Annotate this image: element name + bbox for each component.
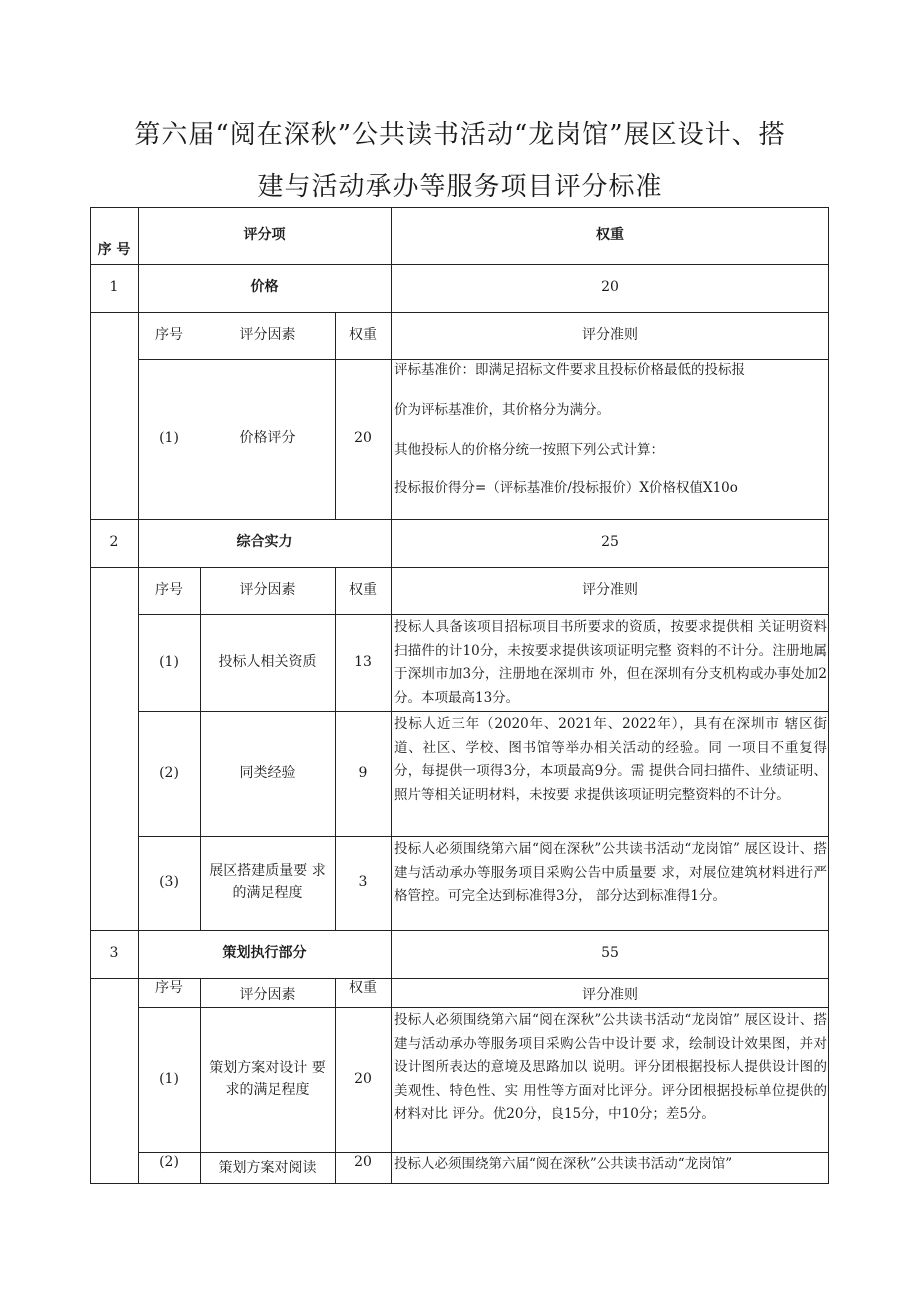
section-2-no: 2 xyxy=(109,534,119,551)
s3-row1-factor: 策划方案对设计 要求的满足程度 xyxy=(209,1059,326,1098)
sub-header-rule: 评分准则 xyxy=(582,581,638,598)
section-3-no: 3 xyxy=(109,945,119,962)
s2-row3-rule: 投标人必须围绕第六届“阅在深秋”公共读书活动“龙岗馆” 展区设计、搭建与活动承办等服务项目采购公告中质量要 求，对展位建筑材料进行严格管控。可完全达到标准得3分， 部分达到标准得1分。 xyxy=(394,841,827,904)
sub-header-seq: 序号 xyxy=(155,326,183,343)
section-1-no: 1 xyxy=(109,279,119,296)
s3-row2-seq: (2) xyxy=(159,1154,179,1171)
s3-row2-factor: 策划方案对阅读 xyxy=(218,1160,317,1177)
header-seq: 序 号 xyxy=(97,242,131,259)
s1-row1-factor: 价格评分 xyxy=(239,430,296,447)
s1-row1-rule-line-4: 投标报价得分=（评标基准价/投标报价）X价格权值X10o xyxy=(394,480,738,496)
s2-row1-weight: 13 xyxy=(354,653,372,670)
s2-row2-factor: 同类经验 xyxy=(239,764,296,781)
sub-header-rule: 评分准则 xyxy=(582,326,638,343)
s3-row2-rule: 投标人必须围绕第六届“阅在深秋”公共读书活动“龙岗馆” xyxy=(394,1156,733,1172)
s2-row3-weight: 3 xyxy=(358,874,368,891)
sub-header-weight: 权重 xyxy=(349,581,377,598)
section-1-weight: 20 xyxy=(601,279,619,296)
s3-row1-seq: (1) xyxy=(159,1070,179,1087)
sub-header-weight: 权重 xyxy=(349,980,377,997)
s2-row2-rule: 投标人近三年（2020年、2021年、2022年），具有在深圳市 辖区街道、社区、学校、图书馆等举办相关活动的经验。同 一项目不重复得分，每提供一项得3分，本项最高9分。需 提供合同扫描件、业绩证明、照片等相关证明材料，未按要 求提供该项证明完整资料的不计分。 xyxy=(394,716,827,803)
s1-row1-rule-line-1: 评标基准价：即满足招标文件要求且投标价格最低的投标报 xyxy=(394,362,745,378)
s1-row1-rule-line-2: 价为评标基准价，其价格分为满分。 xyxy=(394,402,610,418)
sub-header-seq: 序号 xyxy=(155,581,183,598)
s2-row2-seq: (2) xyxy=(159,764,179,781)
sub-header-seq: 序号 xyxy=(155,980,183,997)
section-3-name: 策划执行部分 xyxy=(222,945,307,962)
section-3-weight: 55 xyxy=(601,945,619,962)
s2-row1-factor: 投标人相关资质 xyxy=(218,653,317,670)
s2-row2-weight: 9 xyxy=(358,764,368,781)
header-item: 评分项 xyxy=(243,226,286,243)
sub-header-factor: 评分因素 xyxy=(239,326,296,343)
s3-row2-weight: 20 xyxy=(354,1154,372,1171)
section-1-name: 价格 xyxy=(250,279,279,296)
sub-header-weight: 权重 xyxy=(349,326,377,343)
s1-row1-seq: (1) xyxy=(159,430,179,447)
s2-row1-seq: (1) xyxy=(159,653,179,670)
sub-header-factor: 评分因素 xyxy=(239,986,296,1003)
document-title-line-1: 第六届“阅在深秋”公共读书活动“龙岗馆”展区设计、搭 xyxy=(134,120,786,150)
s2-row3-seq: (3) xyxy=(159,874,179,891)
s3-row1-rule: 投标人必须围绕第六届“阅在深秋”公共读书活动“龙岗馆” 展区设计、搭建与活动承办等服务项目采购公告中设计要 求，绘制设计效果图，并对设计图所表达的意境及思路加以 说明。评分团根据投标人提供设计图的美观性、特色性、实 用性等方面对比评分。评分团根据投标单位提供的材料对比 评分。优20分，良15分，中10分；差5分。 xyxy=(394,1012,827,1122)
section-2-name: 综合实力 xyxy=(236,534,293,551)
header-weight: 权重 xyxy=(596,226,624,243)
s1-row1-weight: 20 xyxy=(354,430,372,447)
s2-row1-rule: 投标人具备该项目招标项目书所要求的资质，按要求提供相 关证明资料扫描件的计10分，未按要求提供该项证明完整 资料的不计分。注册地属于深圳市加3分，注册地在深圳市 外，但在深圳有分支机构或办事处加2分。本项最高13分。 xyxy=(394,619,827,706)
sub-header-factor: 评分因素 xyxy=(239,581,296,598)
document-title-line-2: 建与活动承办等服务项目评分标准 xyxy=(257,172,663,202)
section-2-weight: 25 xyxy=(601,534,619,551)
s1-row1-rule-line-3: 其他投标人的价格分统一按照下列公式计算： xyxy=(394,442,664,458)
s2-row3-factor: 展区搭建质量要 求的满足程度 xyxy=(209,863,326,901)
sub-header-rule: 评分准则 xyxy=(582,986,638,1003)
s3-row1-weight: 20 xyxy=(354,1070,372,1087)
